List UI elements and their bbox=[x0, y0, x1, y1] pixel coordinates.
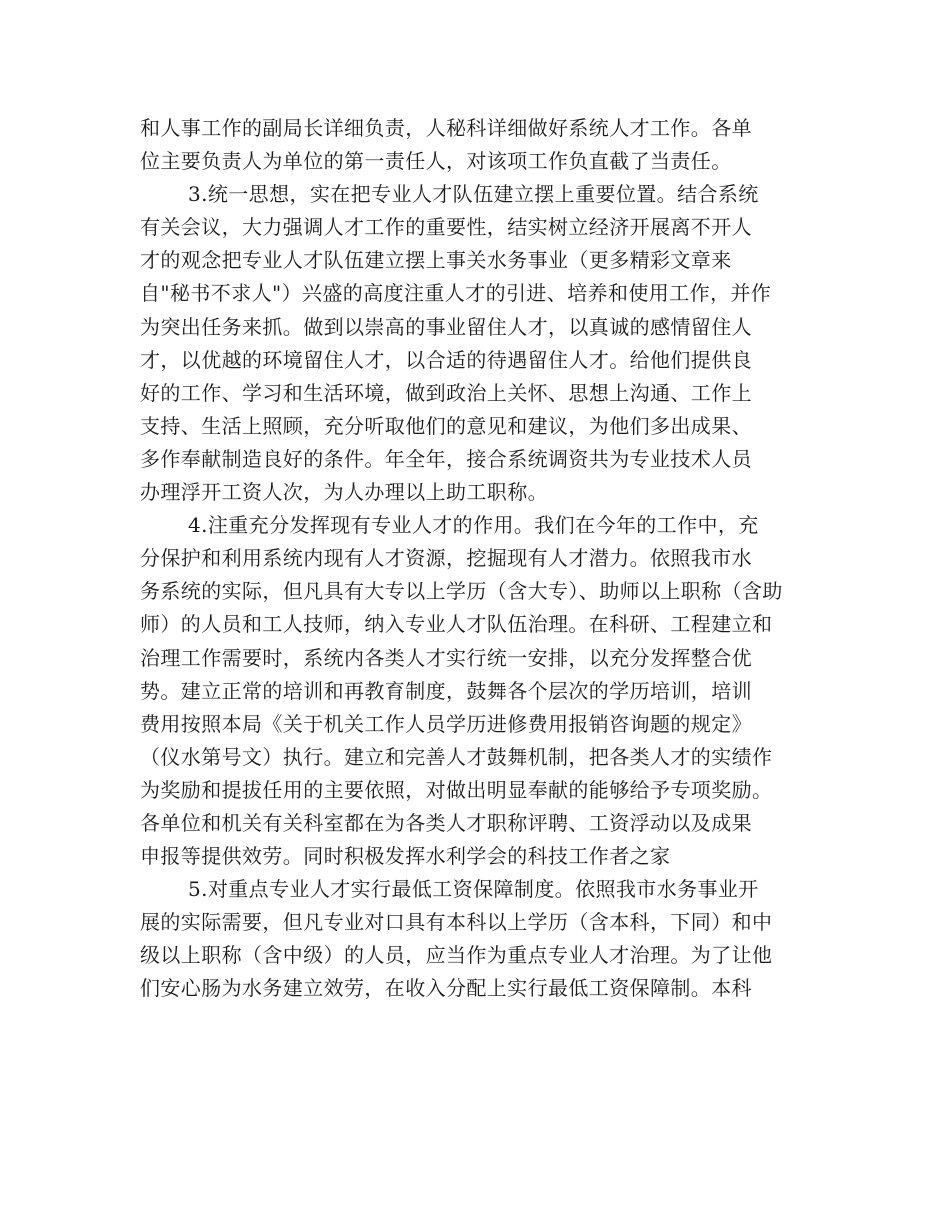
text-line: 多作奉献制造良好的条件。年全年，接合系统调资共为专业技术人员 bbox=[140, 446, 752, 471]
text-line: 务系统的实际，但凡具有大专以上学历（含大专）、助师以上职称（含助 bbox=[140, 579, 783, 604]
text-line: 才的观念把专业人才队伍建立摆上事关水务事业（更多精彩文章来 bbox=[140, 248, 732, 273]
paragraph-heading-3: 3.统一思想，实在把专业人才队伍建立摆上重要位置。结合系统 bbox=[188, 182, 759, 207]
document-body bbox=[140, 112, 820, 1006]
text-line: 为奖励和提拔任用的主要依照，对做出明显奉献的能够给予专项奖励。 bbox=[140, 777, 773, 802]
paragraph-heading-4: 4.注重充分发挥现有专业人才的作用。我们在今年的工作中，充 bbox=[188, 513, 759, 538]
text-line: （仪水第号文）执行。建立和完善人才鼓舞机制，把各类人才的实绩作 bbox=[140, 744, 773, 769]
paragraph-heading-5: 5.对重点专业人才实行最低工资保障制度。依照我市水务事业开 bbox=[188, 877, 759, 902]
text-line: 费用按照本局《关于机关工作人员学历进修费用报销咨询题的规定》 bbox=[140, 711, 752, 736]
text-line: 分保护和利用系统内现有人才资源，挖掘现有人才潜力。依照我市水 bbox=[140, 546, 752, 571]
text-line: 好的工作、学习和生活环境，做到政治上关怀、思想上沟通、工作上 bbox=[140, 380, 752, 405]
text-line: 才，以优越的环境留住人才，以合适的待遇留住人才。给他们提供良 bbox=[140, 347, 752, 372]
text-line: 申报等提供效劳。同时积极发挥水利学会的科技工作者之家 bbox=[140, 844, 671, 869]
text-line: 办理浮开工资人次，为人办理以上助工职称。 bbox=[140, 480, 548, 505]
text-line: 势。建立正常的培训和再教育制度，鼓舞各个层次的学历培训，培训 bbox=[140, 678, 752, 703]
text-line: 各单位和机关有关科室都在为各类人才职称评聘、工资浮动以及成果 bbox=[140, 810, 752, 835]
text-line: 展的实际需要，但凡专业对口具有本科以上学历（含本科，下同）和中 bbox=[140, 910, 773, 935]
text-line: 位主要负责人为单位的第一责任人，对该项工作负直截了当责任。 bbox=[140, 149, 732, 174]
text-line: 支持、生活上照顾，充分听取他们的意见和建议，为他们多出成果、 bbox=[140, 413, 752, 438]
text-line: 为突出任务来抓。做到以崇高的事业留住人才，以真诚的感情留住人 bbox=[140, 314, 752, 339]
text-line: 们安心肠为水务建立效劳，在收入分配上实行最低工资保障制。本科 bbox=[140, 976, 752, 1001]
text-line: 和人事工作的副局长详细负责，人秘科详细做好系统人才工作。各单 bbox=[140, 116, 752, 140]
text-line: 师）的人员和工人技师，纳入专业人才队伍治理。在科研、工程建立和 bbox=[140, 612, 773, 637]
text-line: 自"秘书不求人"）兴盛的高度注重人才的引进、培养和使用工作，并作 bbox=[140, 281, 772, 306]
text-line: 有关会议，大力强调人才工作的重要性，结实树立经济开展离不开人 bbox=[140, 215, 752, 240]
text-line: 级以上职称（含中级）的人员，应当作为重点专业人才治理。为了让他 bbox=[140, 943, 773, 968]
text-line: 治理工作需要时，系统内各类人才实行统一安排，以充分发挥整合优 bbox=[140, 645, 752, 670]
